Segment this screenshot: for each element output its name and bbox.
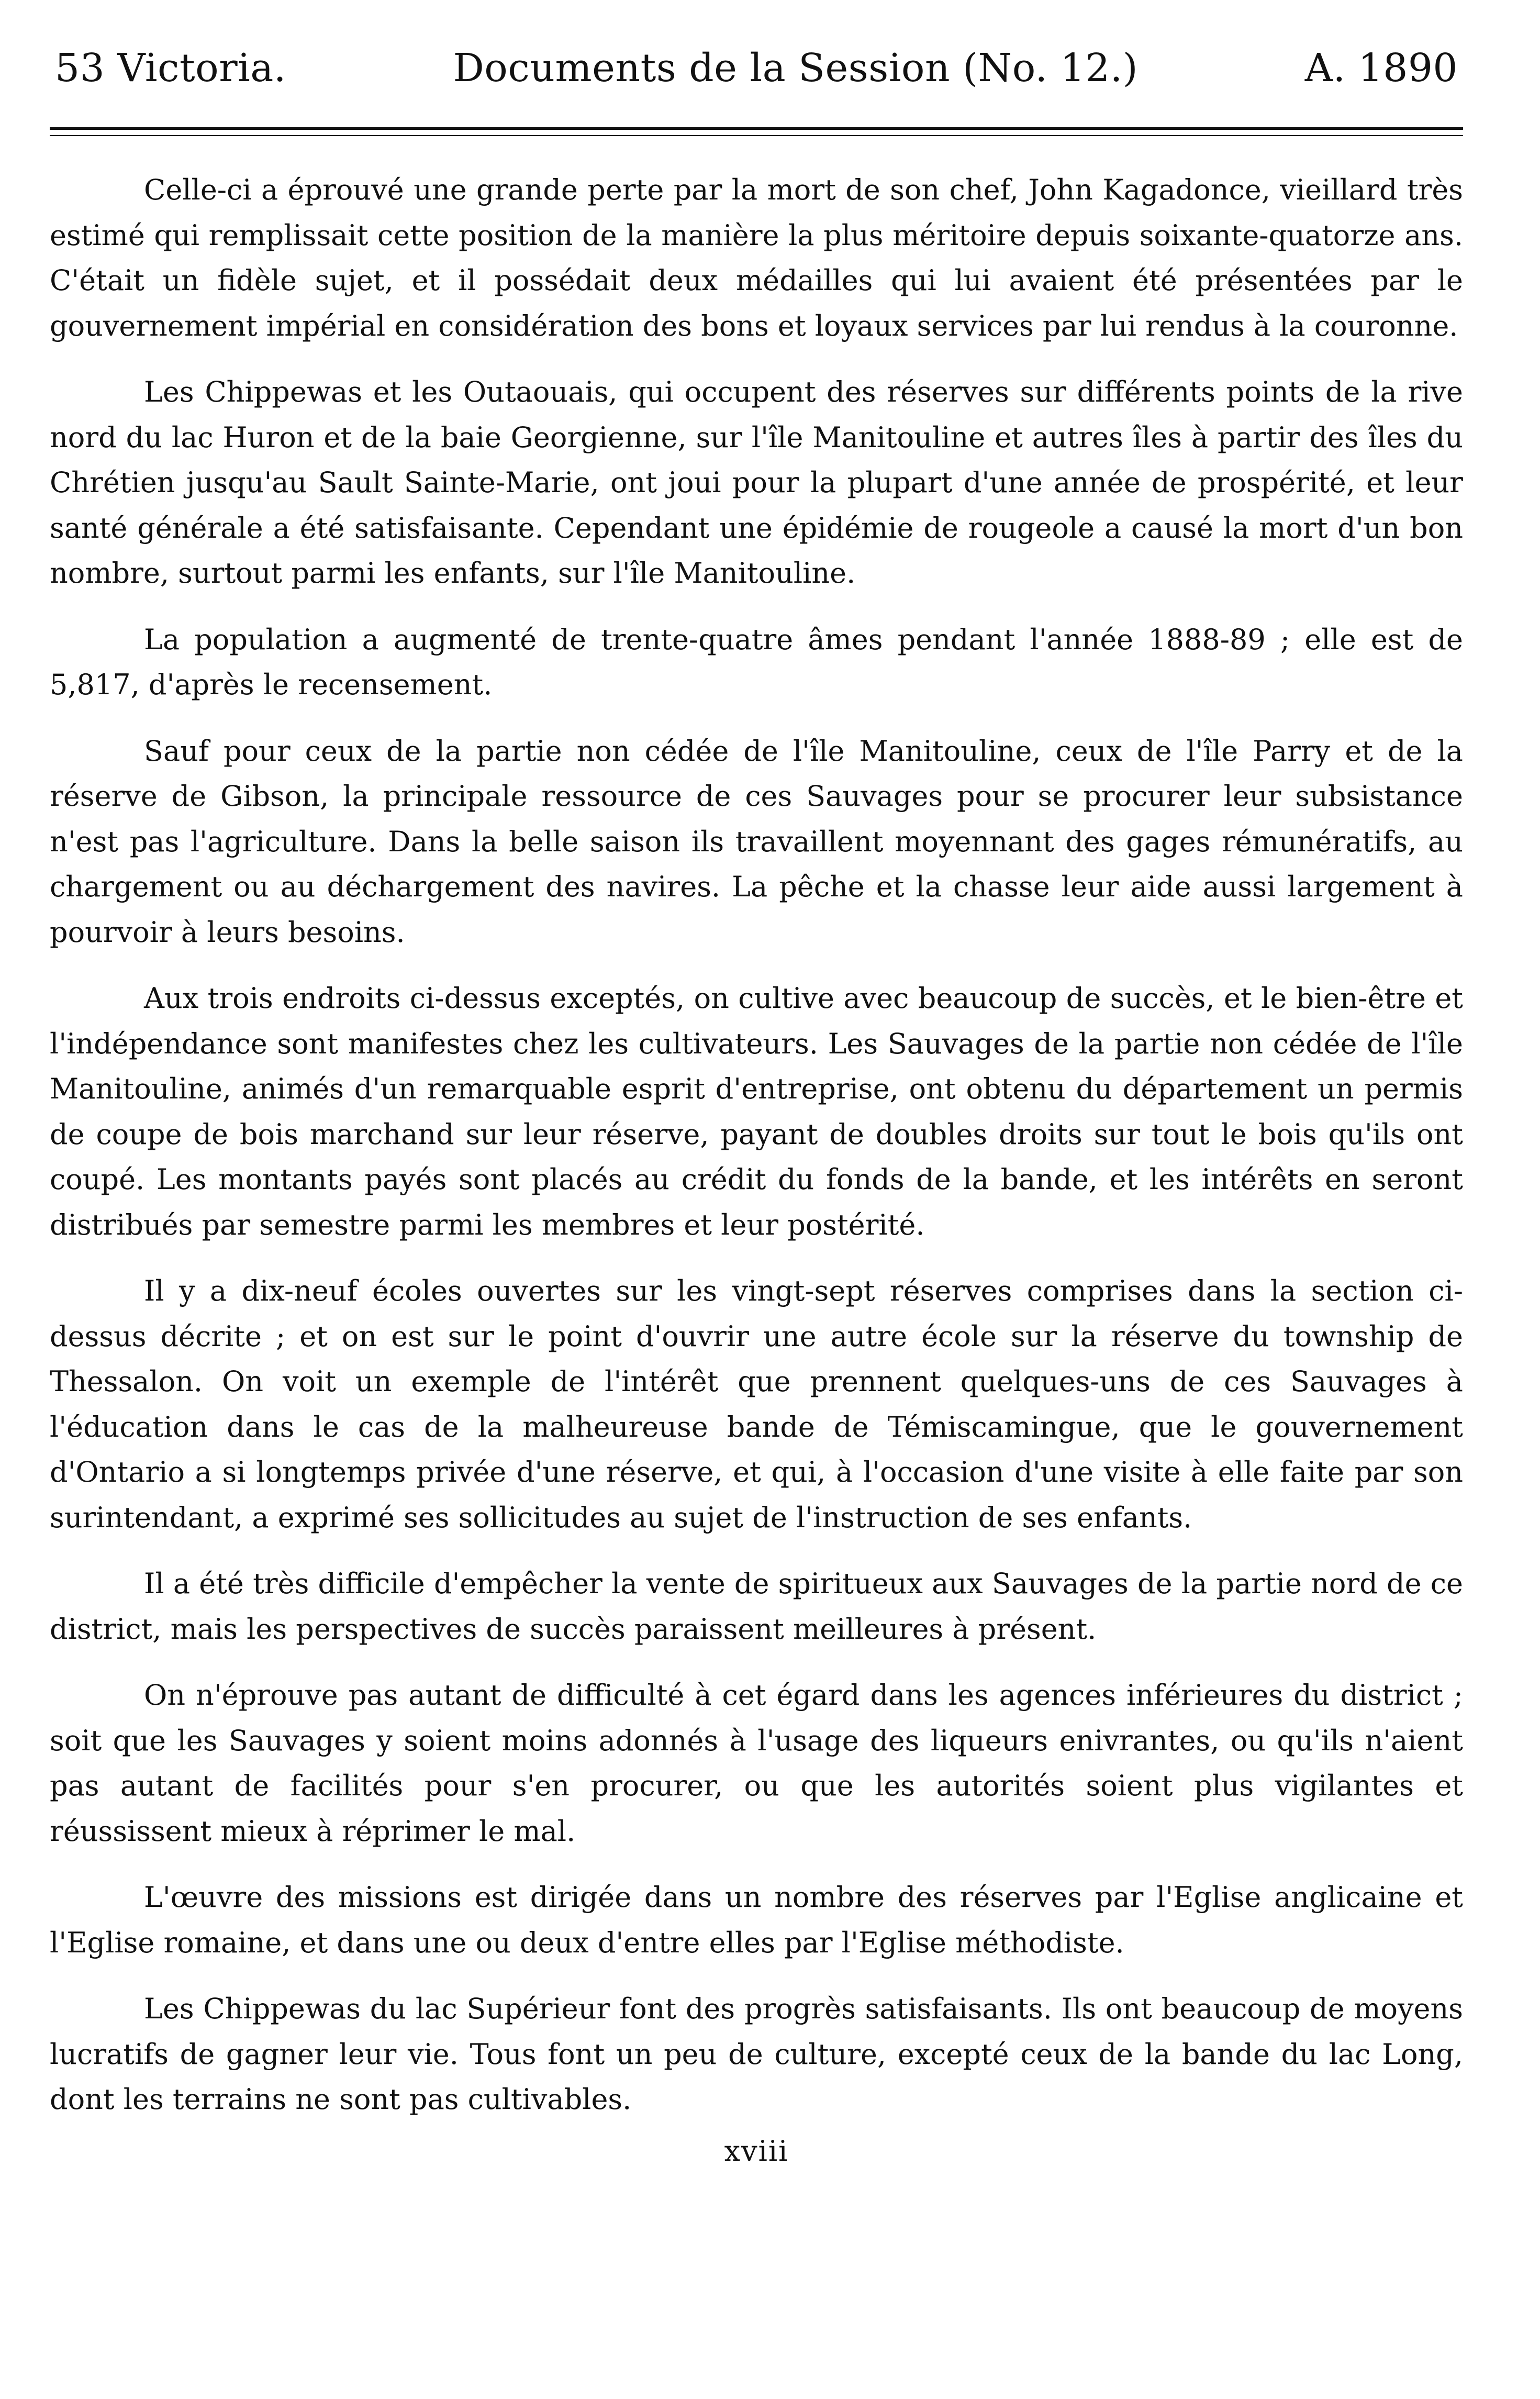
page-number: xviii [724,2134,789,2168]
header-rule-thin [50,135,1463,136]
header-rule-thick [50,127,1463,130]
running-header [50,46,1463,91]
body-text [50,168,1463,2123]
paragraph-5: Aux trois endroits ci-dessus exceptés, on cultive avec beaucoup de succès, et le bien-être et l'indépendance sont manifestes chez les cultivateurs. Les Sauvages de la partie non cédée de l'île Manitouline, animés d'un remarquable esprit d'entreprise, ont obtenu du département un permis de coupe de bois marchand sur leur réserve, payant de doubles droits sur tout le bois qu'ils ont coupé. Les montants payés sont placés au crédit du fonds de la bande, et les intérêts en seront distribués par semestre parmi les membres et leur postérité. [50,982,1463,1241]
header-year: A. 1890 [1304,46,1458,91]
header-volume: 53 Victoria. [55,46,286,91]
paragraph-3: La population a augmenté de trente-quatre âmes pendant l'année 1888-89 ; elle est de 5,817, d'après le recensement. [50,623,1463,702]
header-title: Documents de la Session (No. 12.) [453,46,1139,91]
paragraph-10: Les Chippewas du lac Supérieur font des progrès satisfaisants. Ils ont beaucoup de moyens lucratifs de gagner leur vie. Tous font un peu de culture, excepté ceux de la bande du lac Long, dont les terrains ne sont pas cultivables. [50,1992,1463,2116]
paragraph-9: L'œuvre des missions est dirigée dans un nombre des réserves par l'Eglise anglicaine et l'Eglise romaine, et dans une ou deux d'entre elles par l'Eglise méthodiste. [50,1881,1463,1959]
paragraph-4: Sauf pour ceux de la partie non cédée de l'île Manitouline, ceux de l'île Parry et de la réserve de Gibson, la principale ressource de ces Sauvages pour se procurer leur subsistance n'est pas l'agriculture. Dans la belle saison ils travaillent moyennant des gages rémunératifs, au chargement ou au déchargement des navires. La pêche et la chasse leur aide aussi largement à pourvoir à leurs besoins. [50,734,1463,949]
paragraph-6: Il y a dix-neuf écoles ouvertes sur les vingt-sept réserves comprises dans la section ci-dessus décrite ; et on est sur le point d'ouvrir une autre école sur la réserve du township de Thessalon. On voit un exemple de l'intérêt que prennent quelques-uns de ces Sauvages à l'éducation dans le cas de la malheureuse bande de Témiscamingue, que le gouvernement d'Ontario a si longtemps privée d'une réserve, et qui, à l'occasion d'une visite à elle faite par son surintendant, a exprimé ses sollicitudes au sujet de l'instruction de ses enfants. [50,1274,1463,1534]
document-page [50,46,1463,2167]
paragraph-2: Les Chippewas et les Outaouais, qui occupent des réserves sur différents points de la rive nord du lac Huron et de la baie Georgienne, sur l'île Manitouline et autres îles à partir des îles du Chrétien jusqu'au Sault Sainte-Marie, ont joui pour la plupart d'une année de prospérité, et leur santé générale a été satisfaisante. Cependant une épidémie de rougeole a causé la mort d'un bon nombre, surtout parmi les enfants, sur l'île Manitouline. [50,375,1463,590]
paragraph-8: On n'éprouve pas autant de difficulté à cet égard dans les agences inférieures du district ; soit que les Sauvages y soient moins adonnés à l'usage des liqueurs enivrantes, ou qu'ils n'aient pas autant de facilités pour s'en procurer, ou que les autorités soient plus vigilantes et réussissent mieux à réprimer le mal. [50,1679,1463,1848]
paragraph-7: Il a été très difficile d'empêcher la vente de spiritueux aux Sauvages de la partie nord de ce district, mais les perspectives de succès paraissent meilleures à présent. [50,1567,1463,1646]
paragraph-1: Celle-ci a éprouvé une grande perte par la mort de son chef, John Kagadonce, vieillard très estimé qui remplissait cette position de la manière la plus méritoire depuis soixante-quatorze ans. C'était un fidèle sujet, et il possédait deux médailles qui lui avaient été présentées par le gouvernement impérial en considération des bons et loyaux services par lui rendus à la couronne. [50,173,1463,342]
